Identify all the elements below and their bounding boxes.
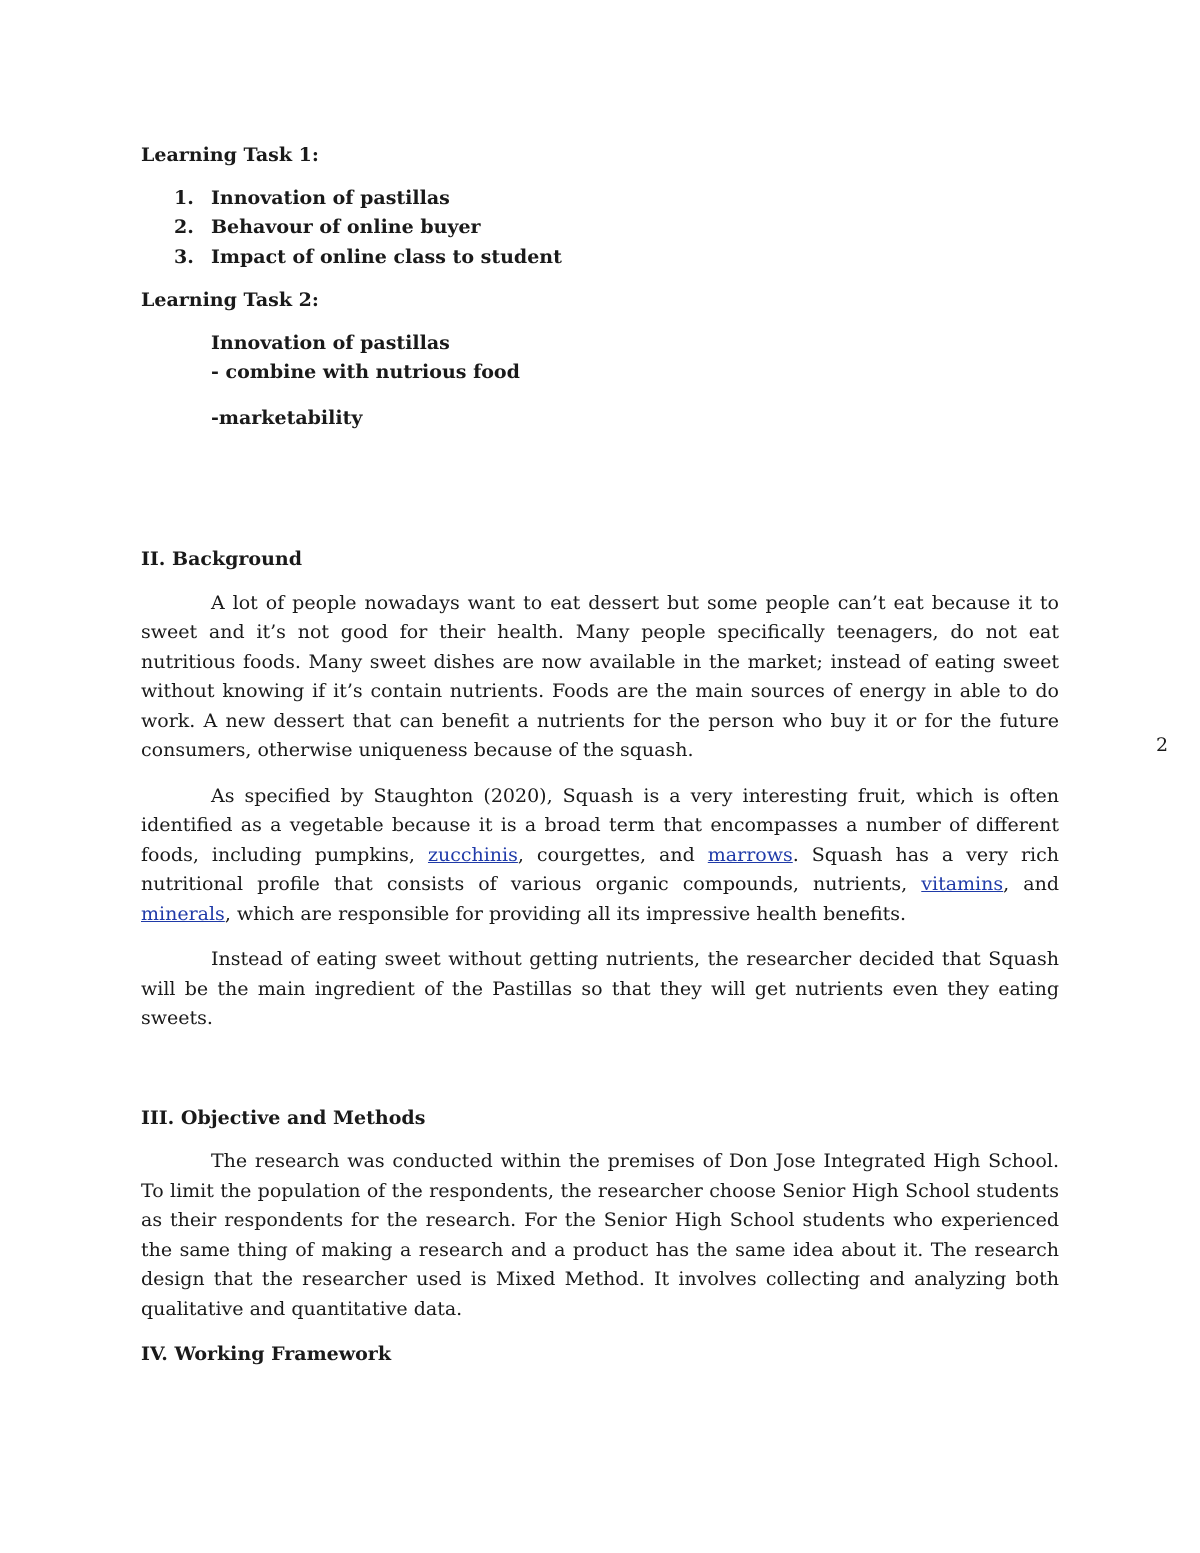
list-item-number: 1. [174, 186, 194, 209]
learning-task-2-block [141, 329, 1059, 434]
section-spacer [141, 1050, 1059, 1104]
learning-task-1-list [141, 184, 1059, 273]
page-content [141, 141, 1059, 1370]
marrows-link[interactable]: marrows [707, 843, 793, 866]
list-item [141, 213, 1059, 243]
list-item-number: 3. [174, 245, 194, 268]
list-item-number: 2. [174, 216, 194, 238]
background-paragraph-1: A lot of people nowadays want to eat dessert but some people can’t eat because it to sweet and it’s not good for their health. Many people specifically teenagers, do not eat nutritious foods. Many sweet dishes are now available in the market; instead of eating sweet without knowing if it’s contain nutrients. Foods are the main sources of energy in able to do work. A new dessert that can benefit a nutrients for the person who buy it or for the future consumers, otherwise uniqueness because of the squash. [141, 591, 1059, 761]
paragraph-text: , which are responsible for providing all its impressive health benefits. [224, 902, 907, 925]
background-heading: II. Background [141, 548, 302, 570]
list-item [141, 184, 1059, 214]
framework-heading: IV. Working Framework [141, 1343, 391, 1365]
background-paragraph-2 [141, 782, 1059, 930]
paragraph-text: , and [1003, 873, 1060, 895]
minerals-link[interactable]: minerals [141, 902, 225, 925]
learning-task-2-topic: Innovation of pastillas [211, 331, 450, 354]
list-item [141, 243, 1059, 273]
page-number: 2 [1156, 734, 1169, 756]
objective-heading: III. Objective and Methods [141, 1106, 426, 1129]
paragraph-text: As specified by Staughton (2020), Squash is a very interesting fruit, which is often identified as a vegetable because it is a broad term that encompasses a number of different foods, including pumpkins, [141, 784, 1059, 866]
paragraph-text: , courgettes, and [517, 843, 708, 866]
objective-paragraph-1: The research was conducted within the premises of Don Jose Integrated High School. To limit the population of the respondents, the researcher choose Senior High School students as their respondents for the research. For the Senior High School students who experienced the same thing of making a research and a product has the same idea about it. The research design that the researcher used is Mixed Method. It involves collecting and analyzing both qualitative and quantitative data. [141, 1150, 1059, 1320]
list-item-text: Innovation of pastillas [211, 186, 450, 209]
zucchinis-link[interactable]: zucchinis [427, 843, 518, 866]
learning-task-2-point: -marketability [211, 406, 363, 429]
vitamins-link[interactable]: vitamins [921, 873, 1004, 895]
list-item-text: Impact of online class to student [211, 245, 562, 268]
learning-task-1-heading: Learning Task 1: [141, 144, 319, 166]
section-spacer [141, 433, 1059, 545]
background-paragraph-3: Instead of eating sweet without getting nutrients, the researcher decided that Squash will be the main ingredient of the Pastillas so that they will get nutrients even they eating sweets. [141, 948, 1059, 1029]
learning-task-2-point: - combine with nutrious food [211, 361, 520, 383]
learning-task-2-heading: Learning Task 2: [141, 289, 319, 311]
list-item-text: Behavour of online buyer [211, 216, 481, 238]
paragraph-text: . Squash has a very rich nutritional profile that consists of various organic compounds, nutrients, [141, 843, 1059, 895]
